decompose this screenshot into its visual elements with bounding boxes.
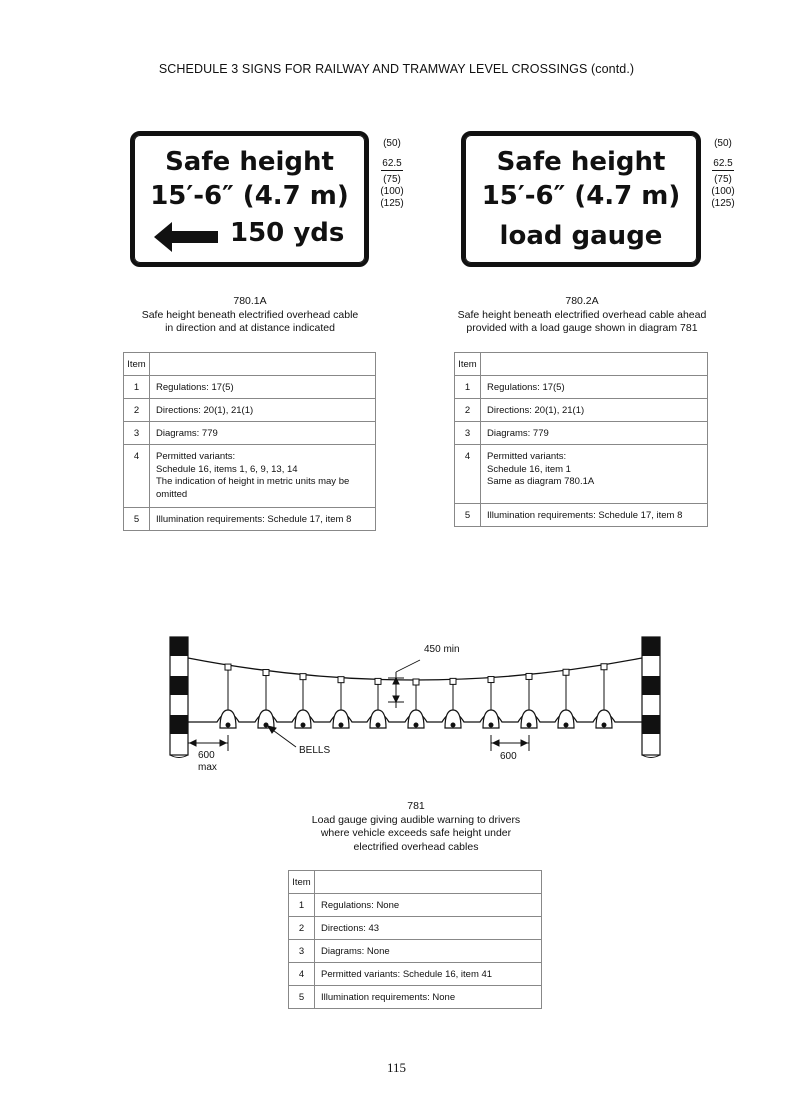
sign-ratio-780-2a <box>701 138 745 210</box>
table-header-row <box>124 353 376 376</box>
sign-ratio-780-1a <box>370 138 414 210</box>
label-450-min: 450 min <box>424 644 460 655</box>
row-text: Directions: 20(1), 21(1) <box>150 399 376 422</box>
sign-780-1a <box>130 131 369 267</box>
caption-number: 781 <box>407 800 425 812</box>
cable-clamp <box>563 669 569 675</box>
ratio-100: (100) <box>711 186 735 197</box>
caption-line: electrified overhead cables <box>353 840 479 853</box>
table-row <box>124 376 376 399</box>
row-text-line: Schedule 16, item 1 <box>487 463 571 475</box>
cable-clamp <box>375 678 381 684</box>
ratio-62-5: 62.5 <box>382 158 402 169</box>
sign-line-distance: 150 yds <box>230 218 345 248</box>
table-row <box>124 399 376 422</box>
row-text-line: The indication of height in metric units may be <box>156 476 350 487</box>
table-row <box>455 504 708 527</box>
load-gauge-diagram <box>160 630 670 780</box>
cable-clamp <box>263 670 269 676</box>
cable-clamp <box>488 677 494 683</box>
table-header-blank <box>150 353 376 376</box>
label-600-right: 600 <box>500 751 517 762</box>
caption-line: Load gauge giving audible warning to drivers <box>311 813 521 826</box>
row-text-line: Schedule 16, items 1, 6, 9, 13, 14 <box>156 463 298 475</box>
row-number: 4 <box>289 963 315 986</box>
row-text: Diagrams: None <box>315 940 542 963</box>
sign-line-load-gauge: load gauge <box>499 221 663 251</box>
row-number: 1 <box>455 376 481 399</box>
bell-clapper <box>226 723 231 728</box>
row-text: Regulations: 17(5) <box>150 376 376 399</box>
bell-clapper <box>301 723 306 728</box>
table-row <box>289 940 542 963</box>
cable-clamp <box>300 674 306 680</box>
bell-clapper <box>451 723 456 728</box>
row-text-line: omitted <box>156 488 188 500</box>
row-text: Regulations: 17(5) <box>481 376 708 399</box>
row-number: 2 <box>289 917 315 940</box>
table-header-blank <box>481 353 708 376</box>
row-text: Directions: 20(1), 21(1) <box>481 399 708 422</box>
caption-line: Safe height beneath electrified overhead cable <box>141 308 359 321</box>
table-header-row <box>289 871 542 894</box>
row-text: Diagrams: 779 <box>150 422 376 445</box>
sign-line-distance-row <box>134 218 365 252</box>
sign-line-height-value: 15′-6″ (4.7 m) <box>481 181 681 211</box>
page-number: 115 <box>386 1060 407 1075</box>
row-number: 2 <box>124 399 150 422</box>
left-arrow-icon <box>154 222 218 252</box>
caption-781 <box>266 800 566 854</box>
bell-clapper <box>339 723 344 728</box>
bell-clapper <box>564 723 569 728</box>
caption-number: 780.1A <box>233 295 267 307</box>
page-header: SCHEDULE 3 SIGNS FOR RAILWAY AND TRAMWAY LEVEL CROSSINGS (contd.) <box>158 62 635 76</box>
cable-clamp <box>338 677 344 683</box>
table-row <box>124 508 376 531</box>
catenary-cable <box>188 658 642 680</box>
caption-number: 780.2A <box>565 295 599 307</box>
caption-780-1a <box>100 295 400 336</box>
table-row <box>289 917 542 940</box>
row-number: 4 <box>455 445 481 504</box>
caption-line: provided with a load gauge shown in diagram 781 <box>466 322 698 334</box>
table-row <box>289 986 542 1009</box>
table-row <box>455 376 708 399</box>
bell-clapper <box>527 723 532 728</box>
cable-clamp <box>450 678 456 684</box>
ratio-62-5: 62.5 <box>713 158 733 169</box>
row-number: 3 <box>289 940 315 963</box>
right-post <box>642 637 660 758</box>
bell-clapper <box>414 723 419 728</box>
row-number: 3 <box>124 422 150 445</box>
row-text: Diagrams: 779 <box>481 422 708 445</box>
table-780-1a <box>123 352 376 531</box>
left-post <box>170 637 188 758</box>
table-row <box>455 399 708 422</box>
ratio-50: (50) <box>383 138 401 149</box>
label-600-left: 600 <box>198 750 215 761</box>
cable-clamp <box>601 664 607 670</box>
ratio-50: (50) <box>714 138 732 149</box>
row-text: Illumination requirements: Schedule 17, item 8 <box>150 508 376 531</box>
row-number: 1 <box>124 376 150 399</box>
table-row <box>124 445 376 508</box>
caption-line: Safe height beneath electrified overhead cable ahead <box>457 308 707 321</box>
ratio-75: (75) <box>714 174 732 185</box>
row-text: Illumination requirements: None <box>315 986 542 1009</box>
sign-line-safe-height: Safe height <box>496 147 666 177</box>
cable-clamp <box>526 673 532 679</box>
table-row <box>289 963 542 986</box>
bell-clapper <box>602 723 607 728</box>
ratio-100: (100) <box>380 186 404 197</box>
table-row <box>124 422 376 445</box>
row-text: Directions: 43 <box>315 917 542 940</box>
row-number: 5 <box>289 986 315 1009</box>
row-text-line: Permitted variants: <box>487 451 567 462</box>
bell-clapper <box>489 723 494 728</box>
row-number: 2 <box>455 399 481 422</box>
row-number: 3 <box>455 422 481 445</box>
caption-line: where vehicle exceeds safe height under <box>320 827 512 839</box>
table-header-item: Item <box>289 871 315 894</box>
bell-clapper <box>264 723 269 728</box>
table-header-item: Item <box>455 353 481 376</box>
bell-clapper <box>376 723 381 728</box>
sign-780-2a <box>461 131 701 267</box>
row-text <box>481 445 708 504</box>
bells-pointer <box>268 726 296 747</box>
row-number: 5 <box>455 504 481 527</box>
row-text: Illumination requirements: Schedule 17, item 8 <box>481 504 708 527</box>
caption-line: in direction and at distance indicated <box>165 322 335 334</box>
cable-clamp <box>413 679 419 685</box>
sign-line-safe-height: Safe height <box>165 147 334 177</box>
table-row <box>455 422 708 445</box>
cable-clamp <box>225 664 231 670</box>
row-text: Permitted variants: Schedule 16, item 41 <box>315 963 542 986</box>
table-row <box>289 894 542 917</box>
sign-line-height-value: 15′-6″ (4.7 m) <box>150 181 349 211</box>
row-number: 4 <box>124 445 150 508</box>
dimension-600-max <box>188 735 228 751</box>
ratio-125: (125) <box>711 198 735 209</box>
row-text-line: Same as diagram 780.1A <box>487 476 595 487</box>
bell-hangers <box>220 664 612 728</box>
ratio-125: (125) <box>380 198 404 209</box>
row-text: Regulations: None <box>315 894 542 917</box>
dimension-600 <box>491 735 529 751</box>
label-max: max <box>198 762 217 773</box>
row-text-line: Permitted variants: <box>156 451 236 462</box>
row-text <box>150 445 376 508</box>
table-781 <box>288 870 542 1009</box>
table-header-item: Item <box>124 353 150 376</box>
label-bells: BELLS <box>299 745 331 756</box>
table-header-row <box>455 353 708 376</box>
table-780-2a <box>454 352 708 527</box>
ratio-75: (75) <box>383 174 401 185</box>
row-number: 1 <box>289 894 315 917</box>
row-number: 5 <box>124 508 150 531</box>
table-row <box>455 445 708 504</box>
table-header-blank <box>315 871 542 894</box>
caption-780-2a <box>432 295 732 336</box>
